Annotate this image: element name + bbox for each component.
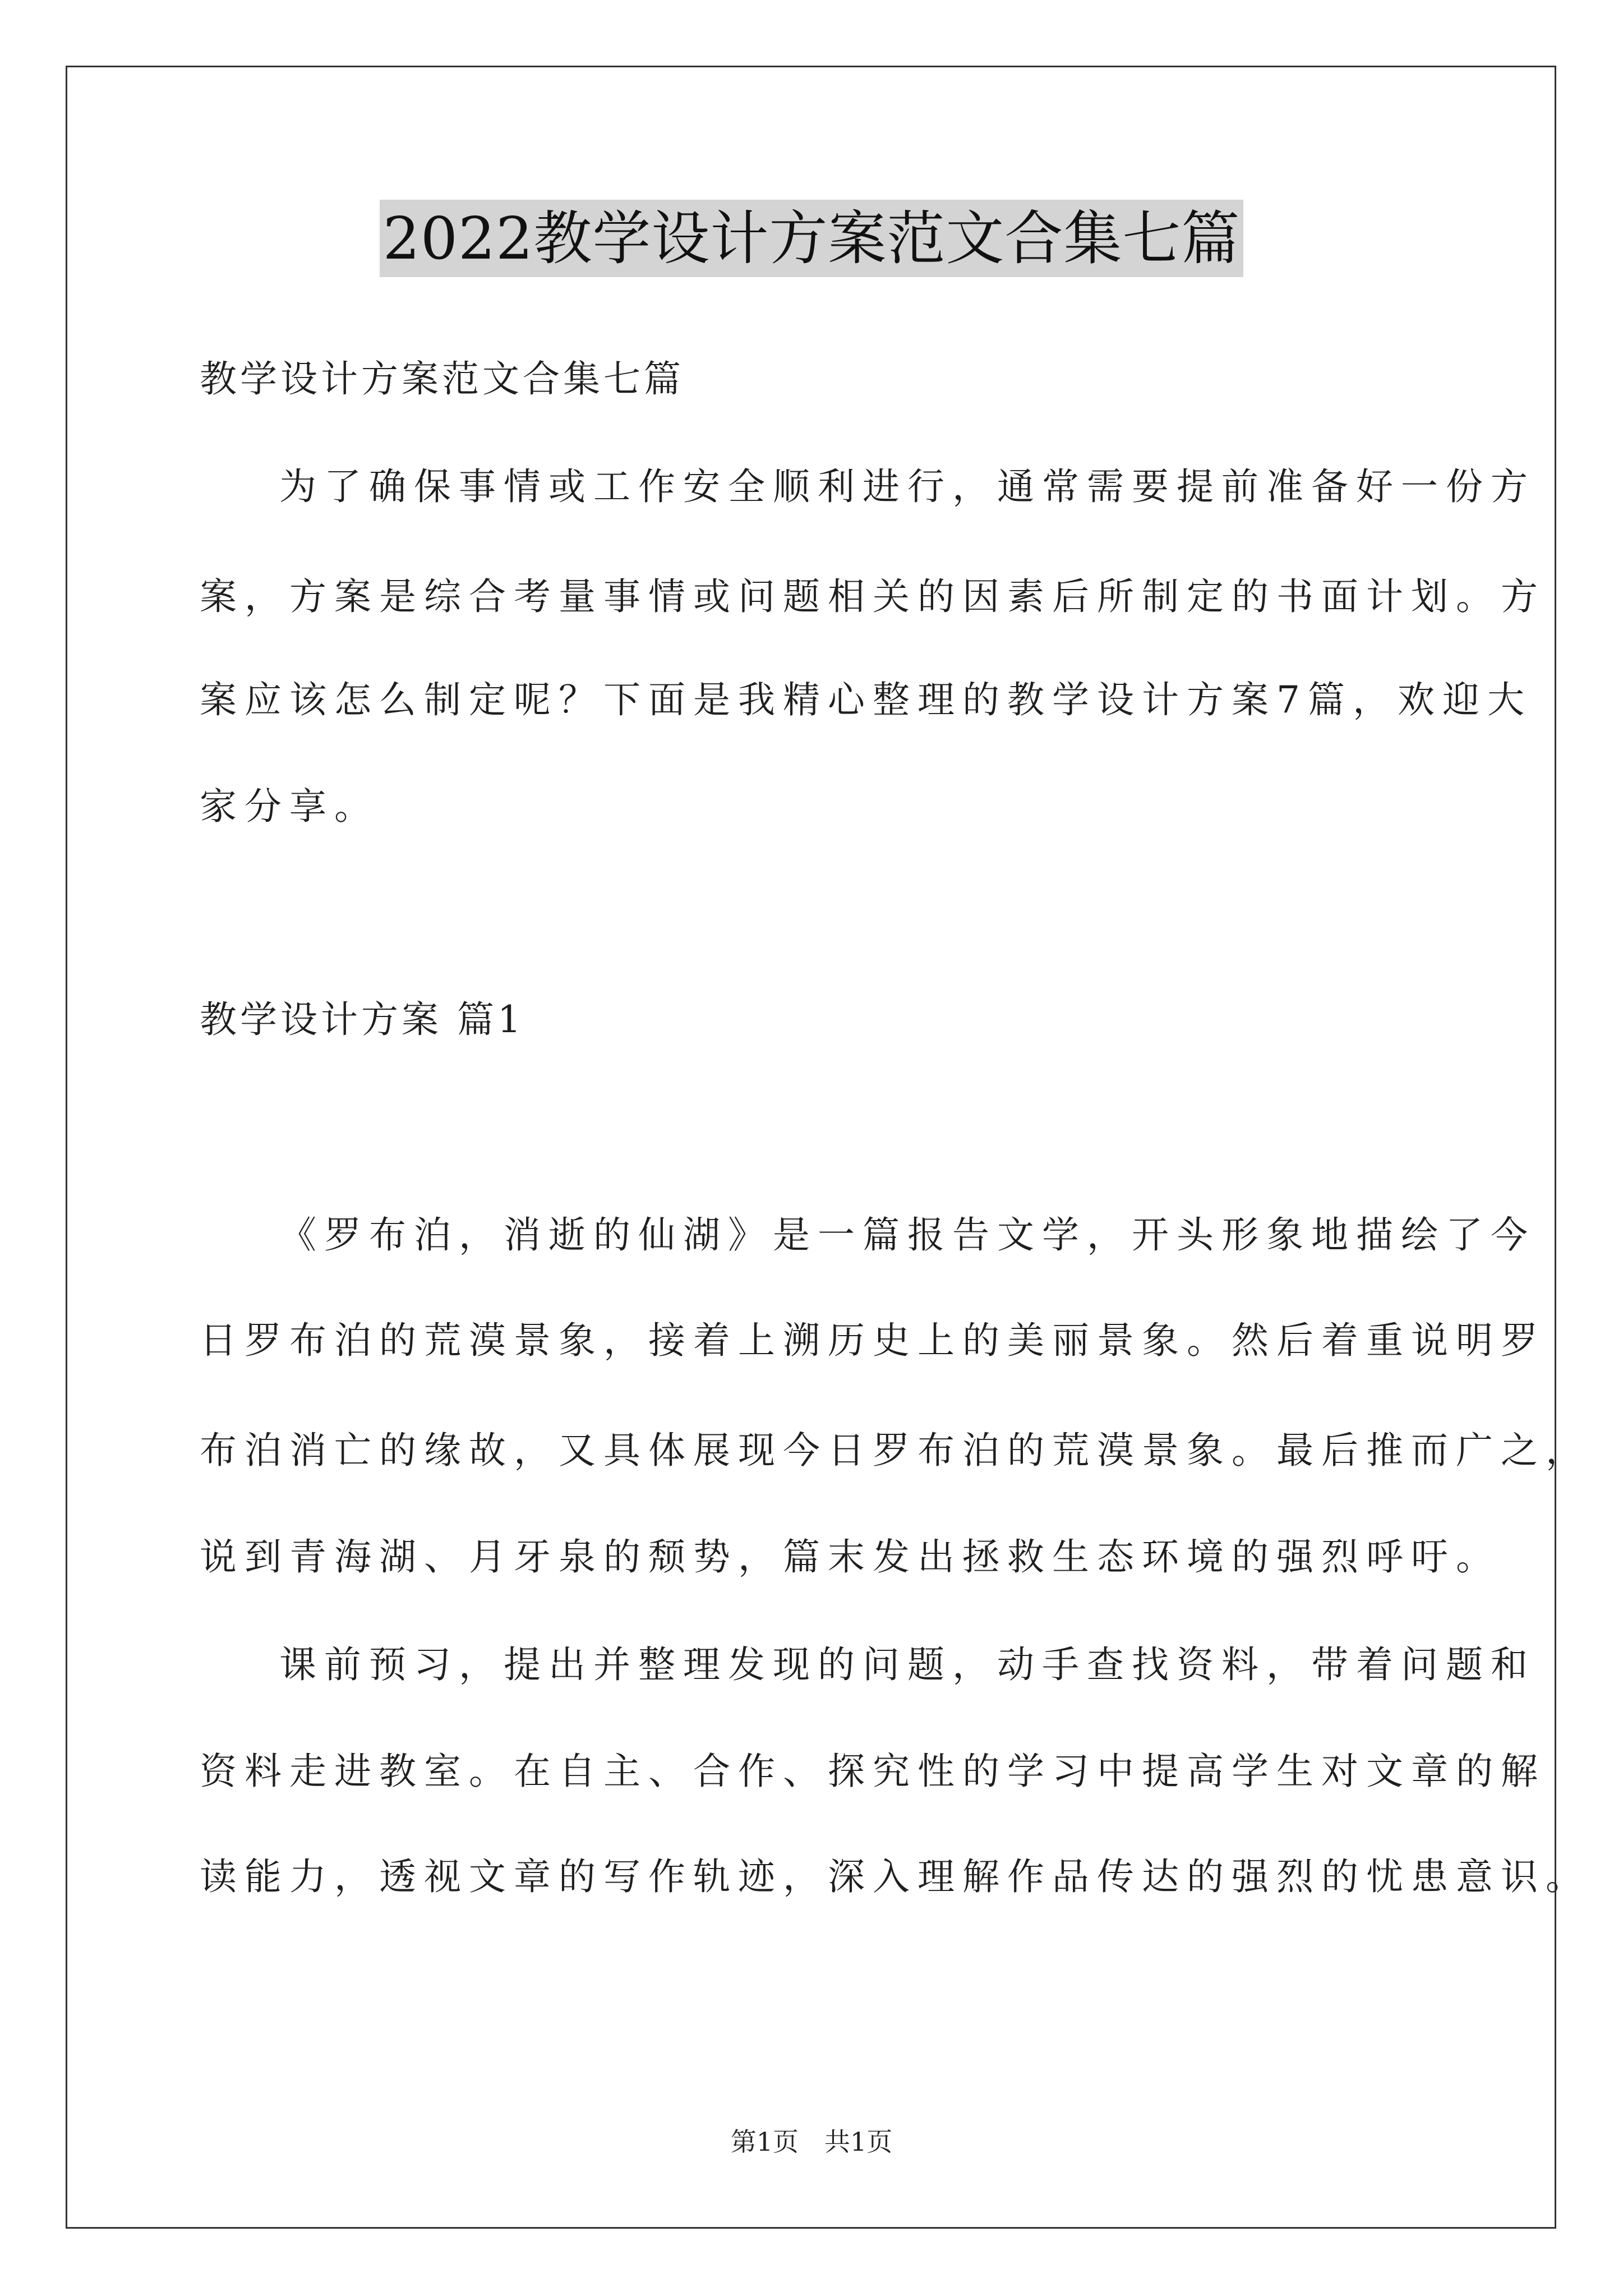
page-footer bbox=[0, 2125, 1623, 2159]
document-title: 2022教学设计方案范文合集七篇 bbox=[380, 200, 1244, 277]
intro-line-4: 家分享。 bbox=[200, 785, 379, 828]
para2-line-2: 资料走进教室。在自主、合作、探究性的学习中提高学生对文章的解 bbox=[200, 1750, 1546, 1793]
para2-line-3: 读能力，透视文章的写作轨迹，深入理解作品传达的强烈的忧患意识。 bbox=[200, 1855, 1590, 1898]
para1-line-3: 布泊消亡的缘故，又具体展现今日罗布泊的荒漠景象。最后推而广之， bbox=[200, 1429, 1590, 1472]
section-heading: 教学设计方案 篇1 bbox=[200, 998, 524, 1041]
intro-line-1: 为了确保事情或工作安全顺利进行，通常需要提前准备好一份方 bbox=[279, 465, 1536, 508]
title-container bbox=[0, 200, 1623, 277]
page-total: 共1页 bbox=[824, 2127, 893, 2157]
document-subtitle: 教学设计方案范文合集七篇 bbox=[200, 357, 684, 401]
intro-line-3: 案应该怎么制定呢？下面是我精心整理的教学设计方案7篇，欢迎大 bbox=[200, 678, 1532, 721]
intro-line-2: 案，方案是综合考量事情或问题相关的因素后所制定的书面计划。方 bbox=[200, 575, 1546, 618]
para1-line-4: 说到青海湖、月牙泉的颓势，篇末发出拯救生态环境的强烈呼吁。 bbox=[200, 1535, 1501, 1579]
para2-line-1: 课前预习，提出并整理发现的问题，动手查找资料，带着问题和 bbox=[279, 1643, 1536, 1686]
para1-line-1: 《罗布泊，消逝的仙湖》是一篇报告文学，开头形象地描绘了今 bbox=[279, 1213, 1536, 1257]
page-number: 第1页 bbox=[730, 2127, 799, 2157]
para1-line-2: 日罗布泊的荒漠景象，接着上溯历史上的美丽景象。然后着重说明罗 bbox=[200, 1319, 1546, 1362]
